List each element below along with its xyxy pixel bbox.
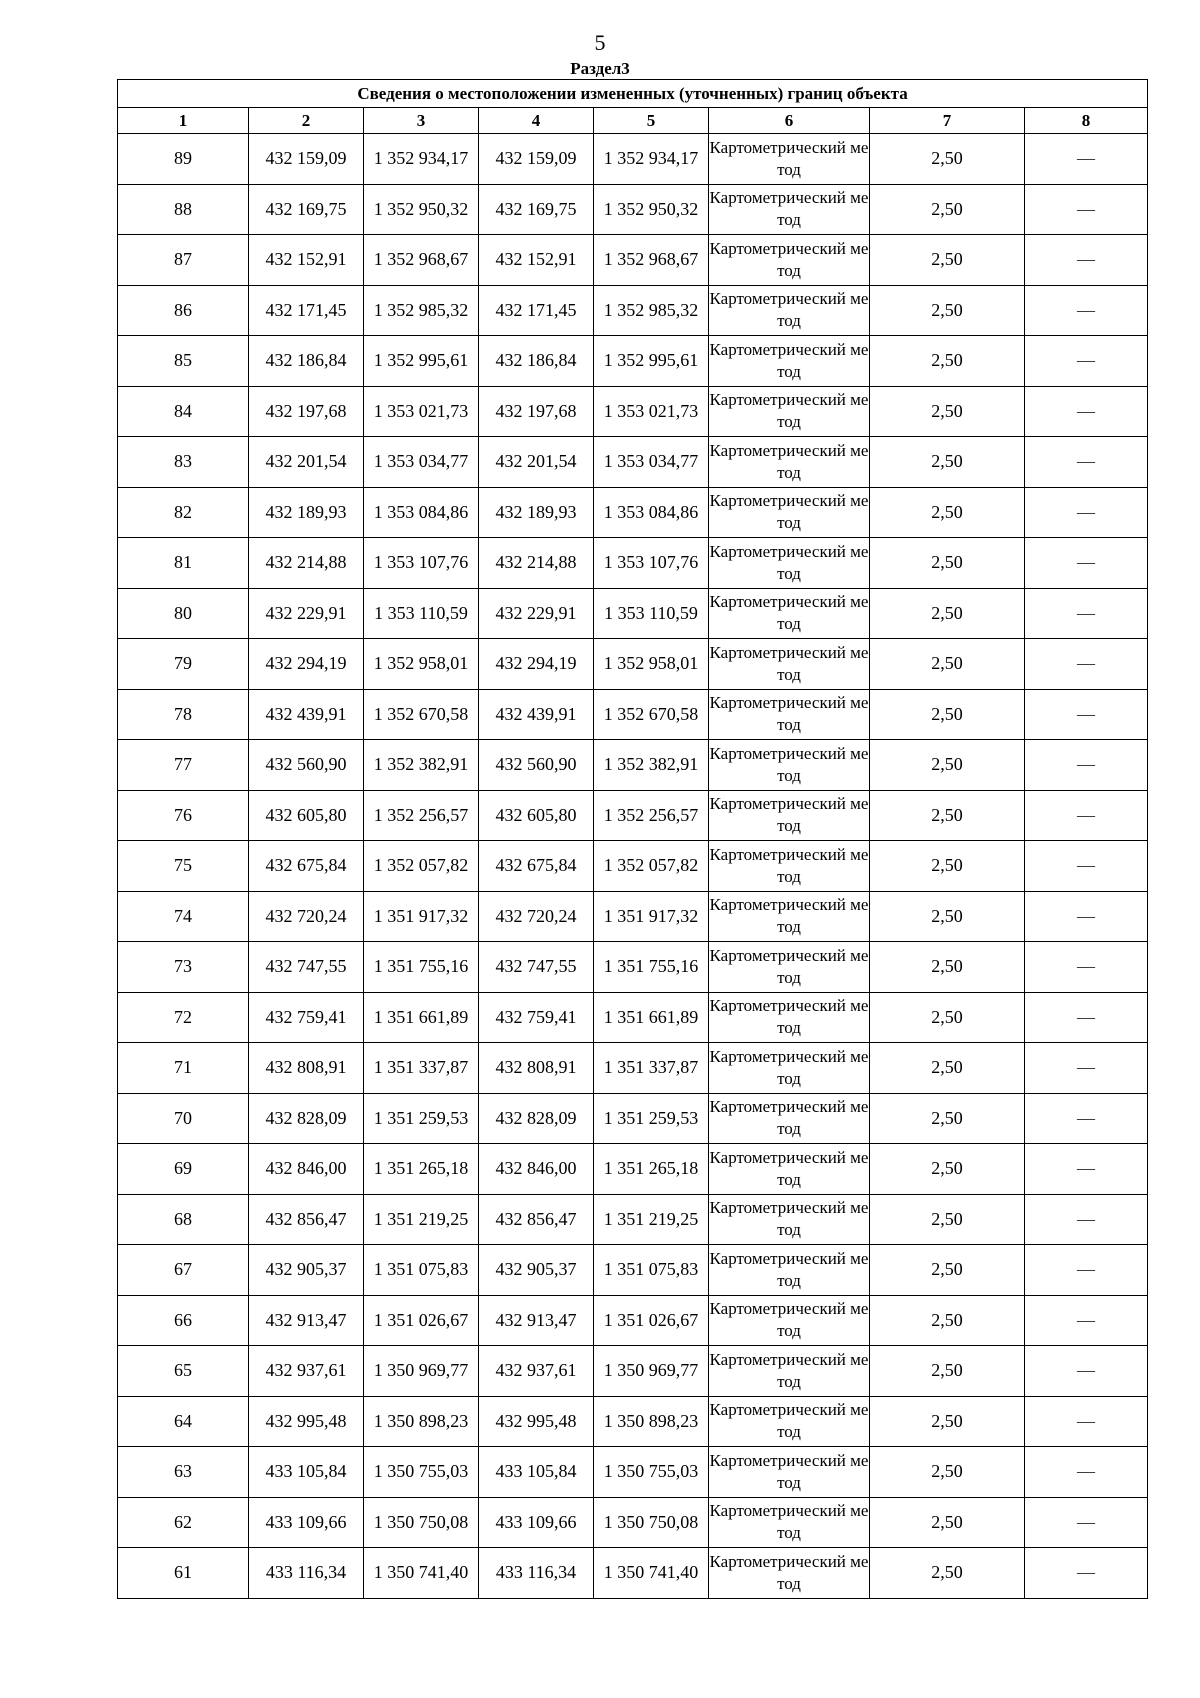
point-number-cell: 69 [118, 1144, 249, 1195]
x-coordinate-refined-cell: 432 995,48 [479, 1396, 594, 1447]
table-row [118, 588, 1148, 639]
x-coordinate-existing-cell: 433 109,66 [249, 1497, 364, 1548]
column-number-7: 7 [870, 108, 1025, 134]
y-coordinate-refined-cell: 1 350 741,40 [594, 1548, 709, 1599]
x-coordinate-refined-cell: 432 201,54 [479, 437, 594, 488]
x-coordinate-existing-cell: 432 560,90 [249, 740, 364, 791]
x-coordinate-refined-cell: 432 846,00 [479, 1144, 594, 1195]
y-coordinate-existing-cell: 1 351 661,89 [364, 992, 479, 1043]
method-cell: Картометрический метод [709, 1043, 870, 1094]
description-cell: — [1025, 740, 1148, 791]
table-row [118, 992, 1148, 1043]
y-coordinate-refined-cell: 1 353 021,73 [594, 386, 709, 437]
y-coordinate-refined-cell: 1 351 755,16 [594, 942, 709, 993]
x-coordinate-existing-cell: 432 229,91 [249, 588, 364, 639]
x-coordinate-existing-cell: 432 189,93 [249, 487, 364, 538]
description-cell: — [1025, 285, 1148, 336]
table-row [118, 1093, 1148, 1144]
x-coordinate-existing-cell: 432 995,48 [249, 1396, 364, 1447]
method-cell: Картометрический метод [709, 1144, 870, 1195]
accuracy-cell: 2,50 [870, 386, 1025, 437]
method-cell: Картометрический метод [709, 588, 870, 639]
y-coordinate-existing-cell: 1 353 084,86 [364, 487, 479, 538]
method-cell: Картометрический метод [709, 1346, 870, 1397]
point-number-cell: 77 [118, 740, 249, 791]
x-coordinate-existing-cell: 432 856,47 [249, 1194, 364, 1245]
accuracy-cell: 2,50 [870, 538, 1025, 589]
point-number-cell: 81 [118, 538, 249, 589]
method-cell: Картометрический метод [709, 1194, 870, 1245]
description-cell: — [1025, 1295, 1148, 1346]
method-cell: Картометрический метод [709, 235, 870, 286]
x-coordinate-existing-cell: 432 937,61 [249, 1346, 364, 1397]
x-coordinate-existing-cell: 432 186,84 [249, 336, 364, 387]
x-coordinate-refined-cell: 432 675,84 [479, 841, 594, 892]
x-coordinate-existing-cell: 432 197,68 [249, 386, 364, 437]
y-coordinate-refined-cell: 1 352 670,58 [594, 689, 709, 740]
point-number-cell: 79 [118, 639, 249, 690]
accuracy-cell: 2,50 [870, 1194, 1025, 1245]
y-coordinate-refined-cell: 1 352 382,91 [594, 740, 709, 791]
point-number-cell: 74 [118, 891, 249, 942]
y-coordinate-existing-cell: 1 353 034,77 [364, 437, 479, 488]
x-coordinate-refined-cell: 432 171,45 [479, 285, 594, 336]
point-number-cell: 89 [118, 134, 249, 185]
table-row [118, 134, 1148, 185]
point-number-cell: 83 [118, 437, 249, 488]
y-coordinate-refined-cell: 1 352 985,32 [594, 285, 709, 336]
y-coordinate-existing-cell: 1 351 265,18 [364, 1144, 479, 1195]
method-cell: Картометрический метод [709, 487, 870, 538]
y-coordinate-existing-cell: 1 350 750,08 [364, 1497, 479, 1548]
point-number-cell: 85 [118, 336, 249, 387]
method-cell: Картометрический метод [709, 891, 870, 942]
x-coordinate-existing-cell: 432 169,75 [249, 184, 364, 235]
x-coordinate-refined-cell: 432 828,09 [479, 1093, 594, 1144]
y-coordinate-existing-cell: 1 352 958,01 [364, 639, 479, 690]
point-number-cell: 71 [118, 1043, 249, 1094]
x-coordinate-existing-cell: 432 905,37 [249, 1245, 364, 1296]
y-coordinate-refined-cell: 1 352 934,17 [594, 134, 709, 185]
method-cell: Картометрический метод [709, 740, 870, 791]
accuracy-cell: 2,50 [870, 487, 1025, 538]
method-cell: Картометрический метод [709, 841, 870, 892]
y-coordinate-refined-cell: 1 353 084,86 [594, 487, 709, 538]
description-cell: — [1025, 1245, 1148, 1296]
point-number-cell: 73 [118, 942, 249, 993]
x-coordinate-existing-cell: 432 159,09 [249, 134, 364, 185]
x-coordinate-refined-cell: 432 189,93 [479, 487, 594, 538]
accuracy-cell: 2,50 [870, 1144, 1025, 1195]
point-number-cell: 72 [118, 992, 249, 1043]
method-cell: Картометрический метод [709, 134, 870, 185]
y-coordinate-existing-cell: 1 350 755,03 [364, 1447, 479, 1498]
column-number-1: 1 [118, 108, 249, 134]
accuracy-cell: 2,50 [870, 1043, 1025, 1094]
y-coordinate-existing-cell: 1 352 995,61 [364, 336, 479, 387]
x-coordinate-refined-cell: 432 913,47 [479, 1295, 594, 1346]
point-number-cell: 65 [118, 1346, 249, 1397]
accuracy-cell: 2,50 [870, 1295, 1025, 1346]
point-number-cell: 61 [118, 1548, 249, 1599]
method-cell: Картометрический метод [709, 942, 870, 993]
y-coordinate-existing-cell: 1 351 917,32 [364, 891, 479, 942]
y-coordinate-refined-cell: 1 353 034,77 [594, 437, 709, 488]
x-coordinate-refined-cell: 432 214,88 [479, 538, 594, 589]
table-caption: Сведения о местоположении измененных (уточненных) границ объекта [118, 80, 1148, 108]
y-coordinate-refined-cell: 1 350 755,03 [594, 1447, 709, 1498]
y-coordinate-refined-cell: 1 352 256,57 [594, 790, 709, 841]
y-coordinate-existing-cell: 1 352 934,17 [364, 134, 479, 185]
y-coordinate-existing-cell: 1 352 968,67 [364, 235, 479, 286]
table-row [118, 689, 1148, 740]
y-coordinate-existing-cell: 1 352 670,58 [364, 689, 479, 740]
x-coordinate-refined-cell: 432 439,91 [479, 689, 594, 740]
description-cell: — [1025, 841, 1148, 892]
table-row [118, 1194, 1148, 1245]
method-cell: Картометрический метод [709, 1396, 870, 1447]
x-coordinate-refined-cell: 432 808,91 [479, 1043, 594, 1094]
column-number-4: 4 [479, 108, 594, 134]
point-number-cell: 78 [118, 689, 249, 740]
y-coordinate-existing-cell: 1 353 021,73 [364, 386, 479, 437]
table-row [118, 1245, 1148, 1296]
x-coordinate-existing-cell: 433 105,84 [249, 1447, 364, 1498]
method-cell: Картометрический метод [709, 437, 870, 488]
column-number-6: 6 [709, 108, 870, 134]
accuracy-cell: 2,50 [870, 689, 1025, 740]
table-row [118, 184, 1148, 235]
y-coordinate-existing-cell: 1 351 259,53 [364, 1093, 479, 1144]
method-cell: Картометрический метод [709, 992, 870, 1043]
table-row [118, 1497, 1148, 1548]
table-row [118, 437, 1148, 488]
accuracy-cell: 2,50 [870, 134, 1025, 185]
point-number-cell: 86 [118, 285, 249, 336]
accuracy-cell: 2,50 [870, 235, 1025, 286]
accuracy-cell: 2,50 [870, 1548, 1025, 1599]
table-row [118, 285, 1148, 336]
x-coordinate-refined-cell: 432 186,84 [479, 336, 594, 387]
column-number-3: 3 [364, 108, 479, 134]
column-number-8: 8 [1025, 108, 1148, 134]
accuracy-cell: 2,50 [870, 1346, 1025, 1397]
y-coordinate-refined-cell: 1 350 969,77 [594, 1346, 709, 1397]
x-coordinate-refined-cell: 432 152,91 [479, 235, 594, 286]
y-coordinate-refined-cell: 1 351 219,25 [594, 1194, 709, 1245]
coordinates-table [117, 79, 1148, 1599]
table-row [118, 740, 1148, 791]
y-coordinate-refined-cell: 1 352 968,67 [594, 235, 709, 286]
accuracy-cell: 2,50 [870, 1245, 1025, 1296]
y-coordinate-refined-cell: 1 352 057,82 [594, 841, 709, 892]
description-cell: — [1025, 1497, 1148, 1548]
description-cell: — [1025, 538, 1148, 589]
x-coordinate-refined-cell: 432 169,75 [479, 184, 594, 235]
x-coordinate-refined-cell: 432 856,47 [479, 1194, 594, 1245]
y-coordinate-existing-cell: 1 351 026,67 [364, 1295, 479, 1346]
y-coordinate-existing-cell: 1 350 969,77 [364, 1346, 479, 1397]
column-number-row [118, 108, 1148, 134]
y-coordinate-refined-cell: 1 351 661,89 [594, 992, 709, 1043]
method-cell: Картометрический метод [709, 184, 870, 235]
description-cell: — [1025, 336, 1148, 387]
y-coordinate-existing-cell: 1 353 110,59 [364, 588, 479, 639]
accuracy-cell: 2,50 [870, 1447, 1025, 1498]
description-cell: — [1025, 992, 1148, 1043]
x-coordinate-existing-cell: 432 171,45 [249, 285, 364, 336]
method-cell: Картометрический метод [709, 1548, 870, 1599]
y-coordinate-refined-cell: 1 352 950,32 [594, 184, 709, 235]
table-row [118, 891, 1148, 942]
accuracy-cell: 2,50 [870, 790, 1025, 841]
accuracy-cell: 2,50 [870, 1497, 1025, 1548]
y-coordinate-refined-cell: 1 352 995,61 [594, 336, 709, 387]
point-number-cell: 63 [118, 1447, 249, 1498]
section-title: Раздел3 [570, 59, 630, 78]
y-coordinate-refined-cell: 1 353 107,76 [594, 538, 709, 589]
y-coordinate-refined-cell: 1 351 917,32 [594, 891, 709, 942]
method-cell: Картометрический метод [709, 538, 870, 589]
y-coordinate-refined-cell: 1 351 259,53 [594, 1093, 709, 1144]
description-cell: — [1025, 487, 1148, 538]
description-cell: — [1025, 790, 1148, 841]
description-cell: — [1025, 1194, 1148, 1245]
point-number-cell: 82 [118, 487, 249, 538]
description-cell: — [1025, 1346, 1148, 1397]
y-coordinate-existing-cell: 1 350 741,40 [364, 1548, 479, 1599]
description-cell: — [1025, 437, 1148, 488]
x-coordinate-refined-cell: 433 116,34 [479, 1548, 594, 1599]
point-number-cell: 66 [118, 1295, 249, 1346]
method-cell: Картометрический метод [709, 790, 870, 841]
point-number-cell: 88 [118, 184, 249, 235]
description-cell: — [1025, 134, 1148, 185]
y-coordinate-existing-cell: 1 351 755,16 [364, 942, 479, 993]
description-cell: — [1025, 1447, 1148, 1498]
y-coordinate-existing-cell: 1 351 337,87 [364, 1043, 479, 1094]
x-coordinate-existing-cell: 432 294,19 [249, 639, 364, 690]
accuracy-cell: 2,50 [870, 942, 1025, 993]
description-cell: — [1025, 184, 1148, 235]
y-coordinate-refined-cell: 1 351 075,83 [594, 1245, 709, 1296]
point-number-cell: 70 [118, 1093, 249, 1144]
table-row [118, 639, 1148, 690]
x-coordinate-refined-cell: 432 747,55 [479, 942, 594, 993]
x-coordinate-refined-cell: 433 109,66 [479, 1497, 594, 1548]
description-cell: — [1025, 1548, 1148, 1599]
description-cell: — [1025, 235, 1148, 286]
table-row [118, 1043, 1148, 1094]
table-row [118, 336, 1148, 387]
x-coordinate-refined-cell: 432 197,68 [479, 386, 594, 437]
accuracy-cell: 2,50 [870, 1396, 1025, 1447]
point-number-cell: 67 [118, 1245, 249, 1296]
x-coordinate-refined-cell: 432 294,19 [479, 639, 594, 690]
point-number-cell: 62 [118, 1497, 249, 1548]
accuracy-cell: 2,50 [870, 891, 1025, 942]
table-row [118, 487, 1148, 538]
x-coordinate-existing-cell: 432 759,41 [249, 992, 364, 1043]
x-coordinate-existing-cell: 432 747,55 [249, 942, 364, 993]
x-coordinate-existing-cell: 432 808,91 [249, 1043, 364, 1094]
method-cell: Картометрический метод [709, 285, 870, 336]
description-cell: — [1025, 386, 1148, 437]
description-cell: — [1025, 891, 1148, 942]
y-coordinate-existing-cell: 1 352 057,82 [364, 841, 479, 892]
y-coordinate-existing-cell: 1 351 075,83 [364, 1245, 479, 1296]
point-number-cell: 87 [118, 235, 249, 286]
description-cell: — [1025, 588, 1148, 639]
x-coordinate-existing-cell: 432 846,00 [249, 1144, 364, 1195]
x-coordinate-refined-cell: 432 605,80 [479, 790, 594, 841]
method-cell: Картометрический метод [709, 1447, 870, 1498]
x-coordinate-existing-cell: 432 152,91 [249, 235, 364, 286]
y-coordinate-refined-cell: 1 351 337,87 [594, 1043, 709, 1094]
method-cell: Картометрический метод [709, 336, 870, 387]
table-row [118, 386, 1148, 437]
method-cell: Картометрический метод [709, 639, 870, 690]
column-number-5: 5 [594, 108, 709, 134]
x-coordinate-existing-cell: 433 116,34 [249, 1548, 364, 1599]
method-cell: Картометрический метод [709, 1093, 870, 1144]
point-number-cell: 64 [118, 1396, 249, 1447]
table-row [118, 942, 1148, 993]
x-coordinate-refined-cell: 433 105,84 [479, 1447, 594, 1498]
accuracy-cell: 2,50 [870, 992, 1025, 1043]
page-number: 5 [594, 30, 606, 55]
table-row [118, 790, 1148, 841]
point-number-cell: 76 [118, 790, 249, 841]
point-number-cell: 80 [118, 588, 249, 639]
y-coordinate-existing-cell: 1 350 898,23 [364, 1396, 479, 1447]
point-number-cell: 84 [118, 386, 249, 437]
x-coordinate-refined-cell: 432 159,09 [479, 134, 594, 185]
table-row [118, 1346, 1148, 1397]
point-number-cell: 75 [118, 841, 249, 892]
y-coordinate-existing-cell: 1 351 219,25 [364, 1194, 479, 1245]
y-coordinate-refined-cell: 1 351 026,67 [594, 1295, 709, 1346]
column-number-2: 2 [249, 108, 364, 134]
point-number-cell: 68 [118, 1194, 249, 1245]
y-coordinate-refined-cell: 1 352 958,01 [594, 639, 709, 690]
table-row [118, 1447, 1148, 1498]
y-coordinate-refined-cell: 1 351 265,18 [594, 1144, 709, 1195]
table-row [118, 1548, 1148, 1599]
y-coordinate-existing-cell: 1 352 382,91 [364, 740, 479, 791]
x-coordinate-refined-cell: 432 937,61 [479, 1346, 594, 1397]
description-cell: — [1025, 689, 1148, 740]
table-row [118, 1295, 1148, 1346]
y-coordinate-existing-cell: 1 352 256,57 [364, 790, 479, 841]
y-coordinate-refined-cell: 1 350 750,08 [594, 1497, 709, 1548]
method-cell: Картометрический метод [709, 386, 870, 437]
description-cell: — [1025, 639, 1148, 690]
x-coordinate-refined-cell: 432 560,90 [479, 740, 594, 791]
method-cell: Картометрический метод [709, 1245, 870, 1296]
description-cell: — [1025, 942, 1148, 993]
accuracy-cell: 2,50 [870, 1093, 1025, 1144]
accuracy-cell: 2,50 [870, 184, 1025, 235]
description-cell: — [1025, 1144, 1148, 1195]
y-coordinate-existing-cell: 1 352 950,32 [364, 184, 479, 235]
y-coordinate-existing-cell: 1 352 985,32 [364, 285, 479, 336]
method-cell: Картометрический метод [709, 1295, 870, 1346]
accuracy-cell: 2,50 [870, 588, 1025, 639]
accuracy-cell: 2,50 [870, 437, 1025, 488]
y-coordinate-refined-cell: 1 350 898,23 [594, 1396, 709, 1447]
x-coordinate-existing-cell: 432 439,91 [249, 689, 364, 740]
table-row [118, 538, 1148, 589]
accuracy-cell: 2,50 [870, 639, 1025, 690]
method-cell: Картометрический метод [709, 1497, 870, 1548]
table-row [118, 841, 1148, 892]
x-coordinate-refined-cell: 432 720,24 [479, 891, 594, 942]
x-coordinate-existing-cell: 432 720,24 [249, 891, 364, 942]
description-cell: — [1025, 1396, 1148, 1447]
description-cell: — [1025, 1093, 1148, 1144]
accuracy-cell: 2,50 [870, 740, 1025, 791]
accuracy-cell: 2,50 [870, 841, 1025, 892]
table-row [118, 1396, 1148, 1447]
description-cell: — [1025, 1043, 1148, 1094]
x-coordinate-existing-cell: 432 675,84 [249, 841, 364, 892]
accuracy-cell: 2,50 [870, 285, 1025, 336]
y-coordinate-refined-cell: 1 353 110,59 [594, 588, 709, 639]
x-coordinate-refined-cell: 432 905,37 [479, 1245, 594, 1296]
x-coordinate-existing-cell: 432 201,54 [249, 437, 364, 488]
x-coordinate-refined-cell: 432 229,91 [479, 588, 594, 639]
x-coordinate-existing-cell: 432 605,80 [249, 790, 364, 841]
table-row [118, 235, 1148, 286]
x-coordinate-refined-cell: 432 759,41 [479, 992, 594, 1043]
x-coordinate-existing-cell: 432 913,47 [249, 1295, 364, 1346]
table-body [118, 134, 1148, 1599]
x-coordinate-existing-cell: 432 214,88 [249, 538, 364, 589]
table-row [118, 1144, 1148, 1195]
y-coordinate-existing-cell: 1 353 107,76 [364, 538, 479, 589]
accuracy-cell: 2,50 [870, 336, 1025, 387]
x-coordinate-existing-cell: 432 828,09 [249, 1093, 364, 1144]
method-cell: Картометрический метод [709, 689, 870, 740]
